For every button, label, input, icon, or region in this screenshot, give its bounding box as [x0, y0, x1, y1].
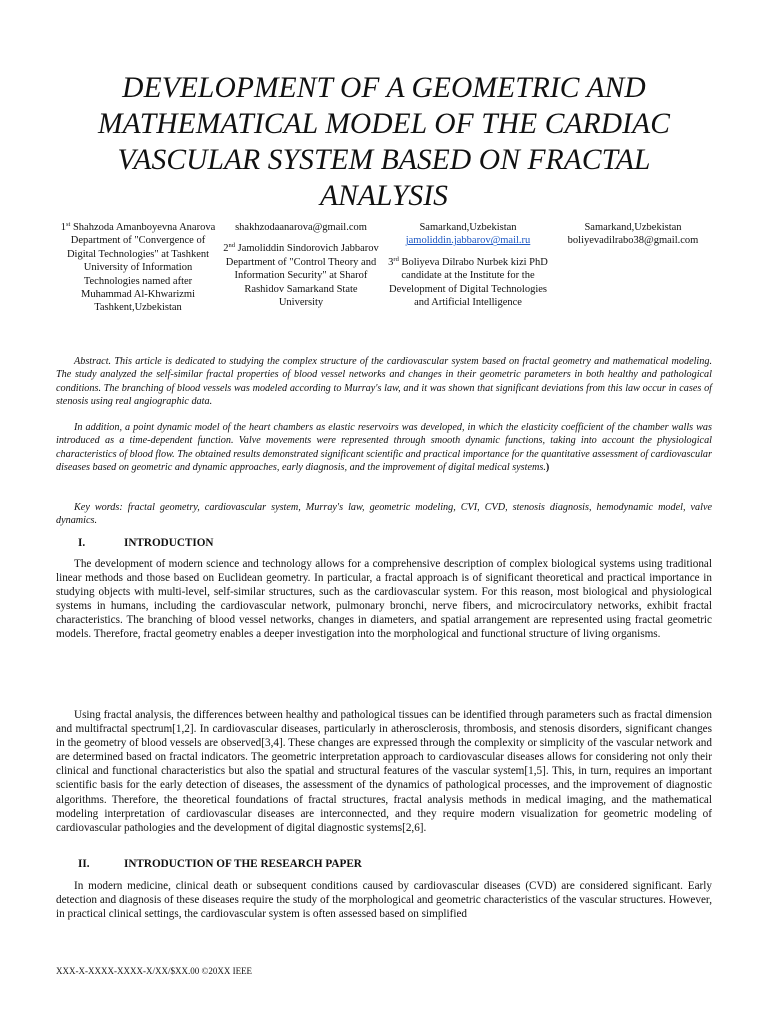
author-3-affiliation: [388, 256, 548, 310]
author-1-email: shakhzodaanarova@gmail.com: [235, 222, 367, 233]
body-paragraph-3: [56, 879, 712, 921]
author-2-text: Jamoliddin Sindorovich Jabbarov Department of "Control Theory and Information Security" at Sharof Rashidov Samarkand State University: [225, 243, 379, 309]
author-1-ordinal: 1: [60, 222, 66, 233]
author-2-email-link[interactable]: jamoliddin.jabbarov@mail.ru: [405, 235, 531, 247]
section-2-number: II.: [78, 858, 90, 870]
author-2-affiliation: [222, 242, 380, 309]
body-text-2: Using fractal analysis, the differences between healthy and pathological tissues can be identified through parameters such as fractal dimension and multifractal spectrum[1,2]. In cardiovascular diseases, particularly in atherosclerosis, thrombosis, and stenosis disorders, significant changes in the geometry of blood vessels are observed[3,4]. These changes are expressed through the complexity or simplicity of the vascular network and are determined based on fractal indicators. The geometric interpretation approach to cardiovascular diseases allows for considering not only their clinical and functional characteristics but also the spatial and structural features of the vascular system[1,5]. This, in turn, requires an important scientific basis for the early detection of diseases, the assessment of the dynamics of pathological processes, and the improvement of diagnostic algorithms. Therefore, the theoretical foundations of fractal structures, fractal analysis methods in medical imaging, and the mathematical modeling interpretation of cardiovascular diseases are interconnected, and they require modern visualization for geometric modeling of cardiovascular pathologies and the development of digital diagnostic systems[2,6].: [56, 709, 712, 834]
author-block-4: [553, 221, 713, 248]
abstract-closing-paren: ): [545, 461, 550, 473]
body-paragraph-1: [56, 557, 712, 642]
body-text-3: In modern medicine, clinical death or subsequent conditions caused by cardiovascular diseases (CVD) are considered significant. Early detection and diagnosis of these diseases require the study of the morphological and geometric characteristics of the vascular structures. However, in practical clinical settings, the cardiovascular system is often assessed based on simplified: [56, 880, 712, 921]
author-block-1: [58, 221, 218, 315]
keywords-paragraph: [56, 501, 712, 528]
author-3-text: Boliyeva Dilrabo Nurbek kizi PhD candidate at the Institute for the Development of Digital Technologies and Artificial Intelligence: [389, 256, 548, 309]
author-3-location: Samarkand,Uzbekistan: [584, 222, 682, 233]
author-2-location: Samarkand,Uzbekistan: [419, 222, 517, 233]
paper-title: DEVELOPMENT OF A GEOMETRIC AND MATHEMATICAL MODEL OF THE CARDIAC VASCULAR SYSTEM BASED ON FRACTAL ANALYSIS: [98, 72, 670, 212]
body-text-1: The development of modern science and technology allows for a comprehensive description of complex biological systems using traditional linear methods and those based on Euclidean geometry. In particular, a fractal approach is of significant theoretical and practical importance in studying objects with multi-level, self-similar structures, such as the cardiovascular system. For this reason, most biological and physiological systems in humans, including the cardiovascular network, pulmonary bronchi, nerve fibers, and microcirculatory networks, exhibit fractal characteristics. The branching of blood vessel networks, changes in diameters, and spatial arrangement are represented using fractal geometric models. Therefore, fractal geometry enables a deeper investigation into the morphological and functional structure of living organisms.: [56, 558, 712, 641]
author-3-email: boliyevadilrabo38@gmail.com: [567, 235, 699, 247]
author-block-3: [388, 221, 548, 309]
author-2-ordinal: 2: [223, 243, 229, 255]
keywords-text: Key words: fractal geometry, cardiovascular system, Murray's law, geometric modeling, CVI, CVD, stenosis diagnosis, hemodynamic model, valve dynamics.: [56, 502, 712, 527]
section-1-number: I.: [78, 537, 86, 549]
author-3-ordinal-suffix: rd: [393, 255, 399, 263]
author-1-ordinal-suffix: st: [65, 221, 71, 228]
copyright-footer: XXX-X-XXXX-XXXX-X/XX/$XX.00 ©20XX IEEE: [56, 966, 253, 976]
author-block-2: [222, 221, 380, 309]
section-1-title: INTRODUCTION: [124, 537, 214, 549]
author-1-affiliation: [58, 221, 218, 315]
abstract-paragraph-2: [56, 421, 712, 474]
author-2-ordinal-suffix: nd: [228, 242, 235, 250]
author-3-ordinal: 3: [388, 256, 394, 268]
abstract-paragraph-1: [56, 355, 712, 408]
abstract-text-1: Abstract. This article is dedicated to studying the complex structure of the cardiovascular system based on fractal geometry and mathematical modeling. The study analyzed the self-similar fractal properties of blood vessel networks and changes in their geometric parameters in both healthy and pathological conditions. The branching of blood vessels was modeled according to Murray's law, and it was shown that significant deviations from this law occur in cases of stenosis using real angiographic data.: [56, 356, 712, 407]
abstract-text-2: In addition, a point dynamic model of the heart chambers as elastic reservoirs was developed, in which the elasticity coefficient of the chamber walls was introduced as a time-dependent function. Valve movements were represented through smooth dynamic functions, taking into account the physiological characteristics of blood flow. The obtained results demonstrated significant scientific and practical importance for the quantitative assessment of cardiovascular diseases based on geometric and dynamic approaches, early diagnosis, and the improvement of digital medical systems.: [56, 422, 712, 473]
author-1-text: Shahzoda Amanboyevna Anarova Department of "Convergence of Digital Technologies" at Tashkent University of Information Technologies named after Muhammad Al-Khwarizmi Tashkent,Uzbekistan: [66, 222, 216, 314]
body-paragraph-2: [56, 708, 712, 835]
section-2-title: INTRODUCTION OF THE RESEARCH PAPER: [124, 858, 362, 870]
